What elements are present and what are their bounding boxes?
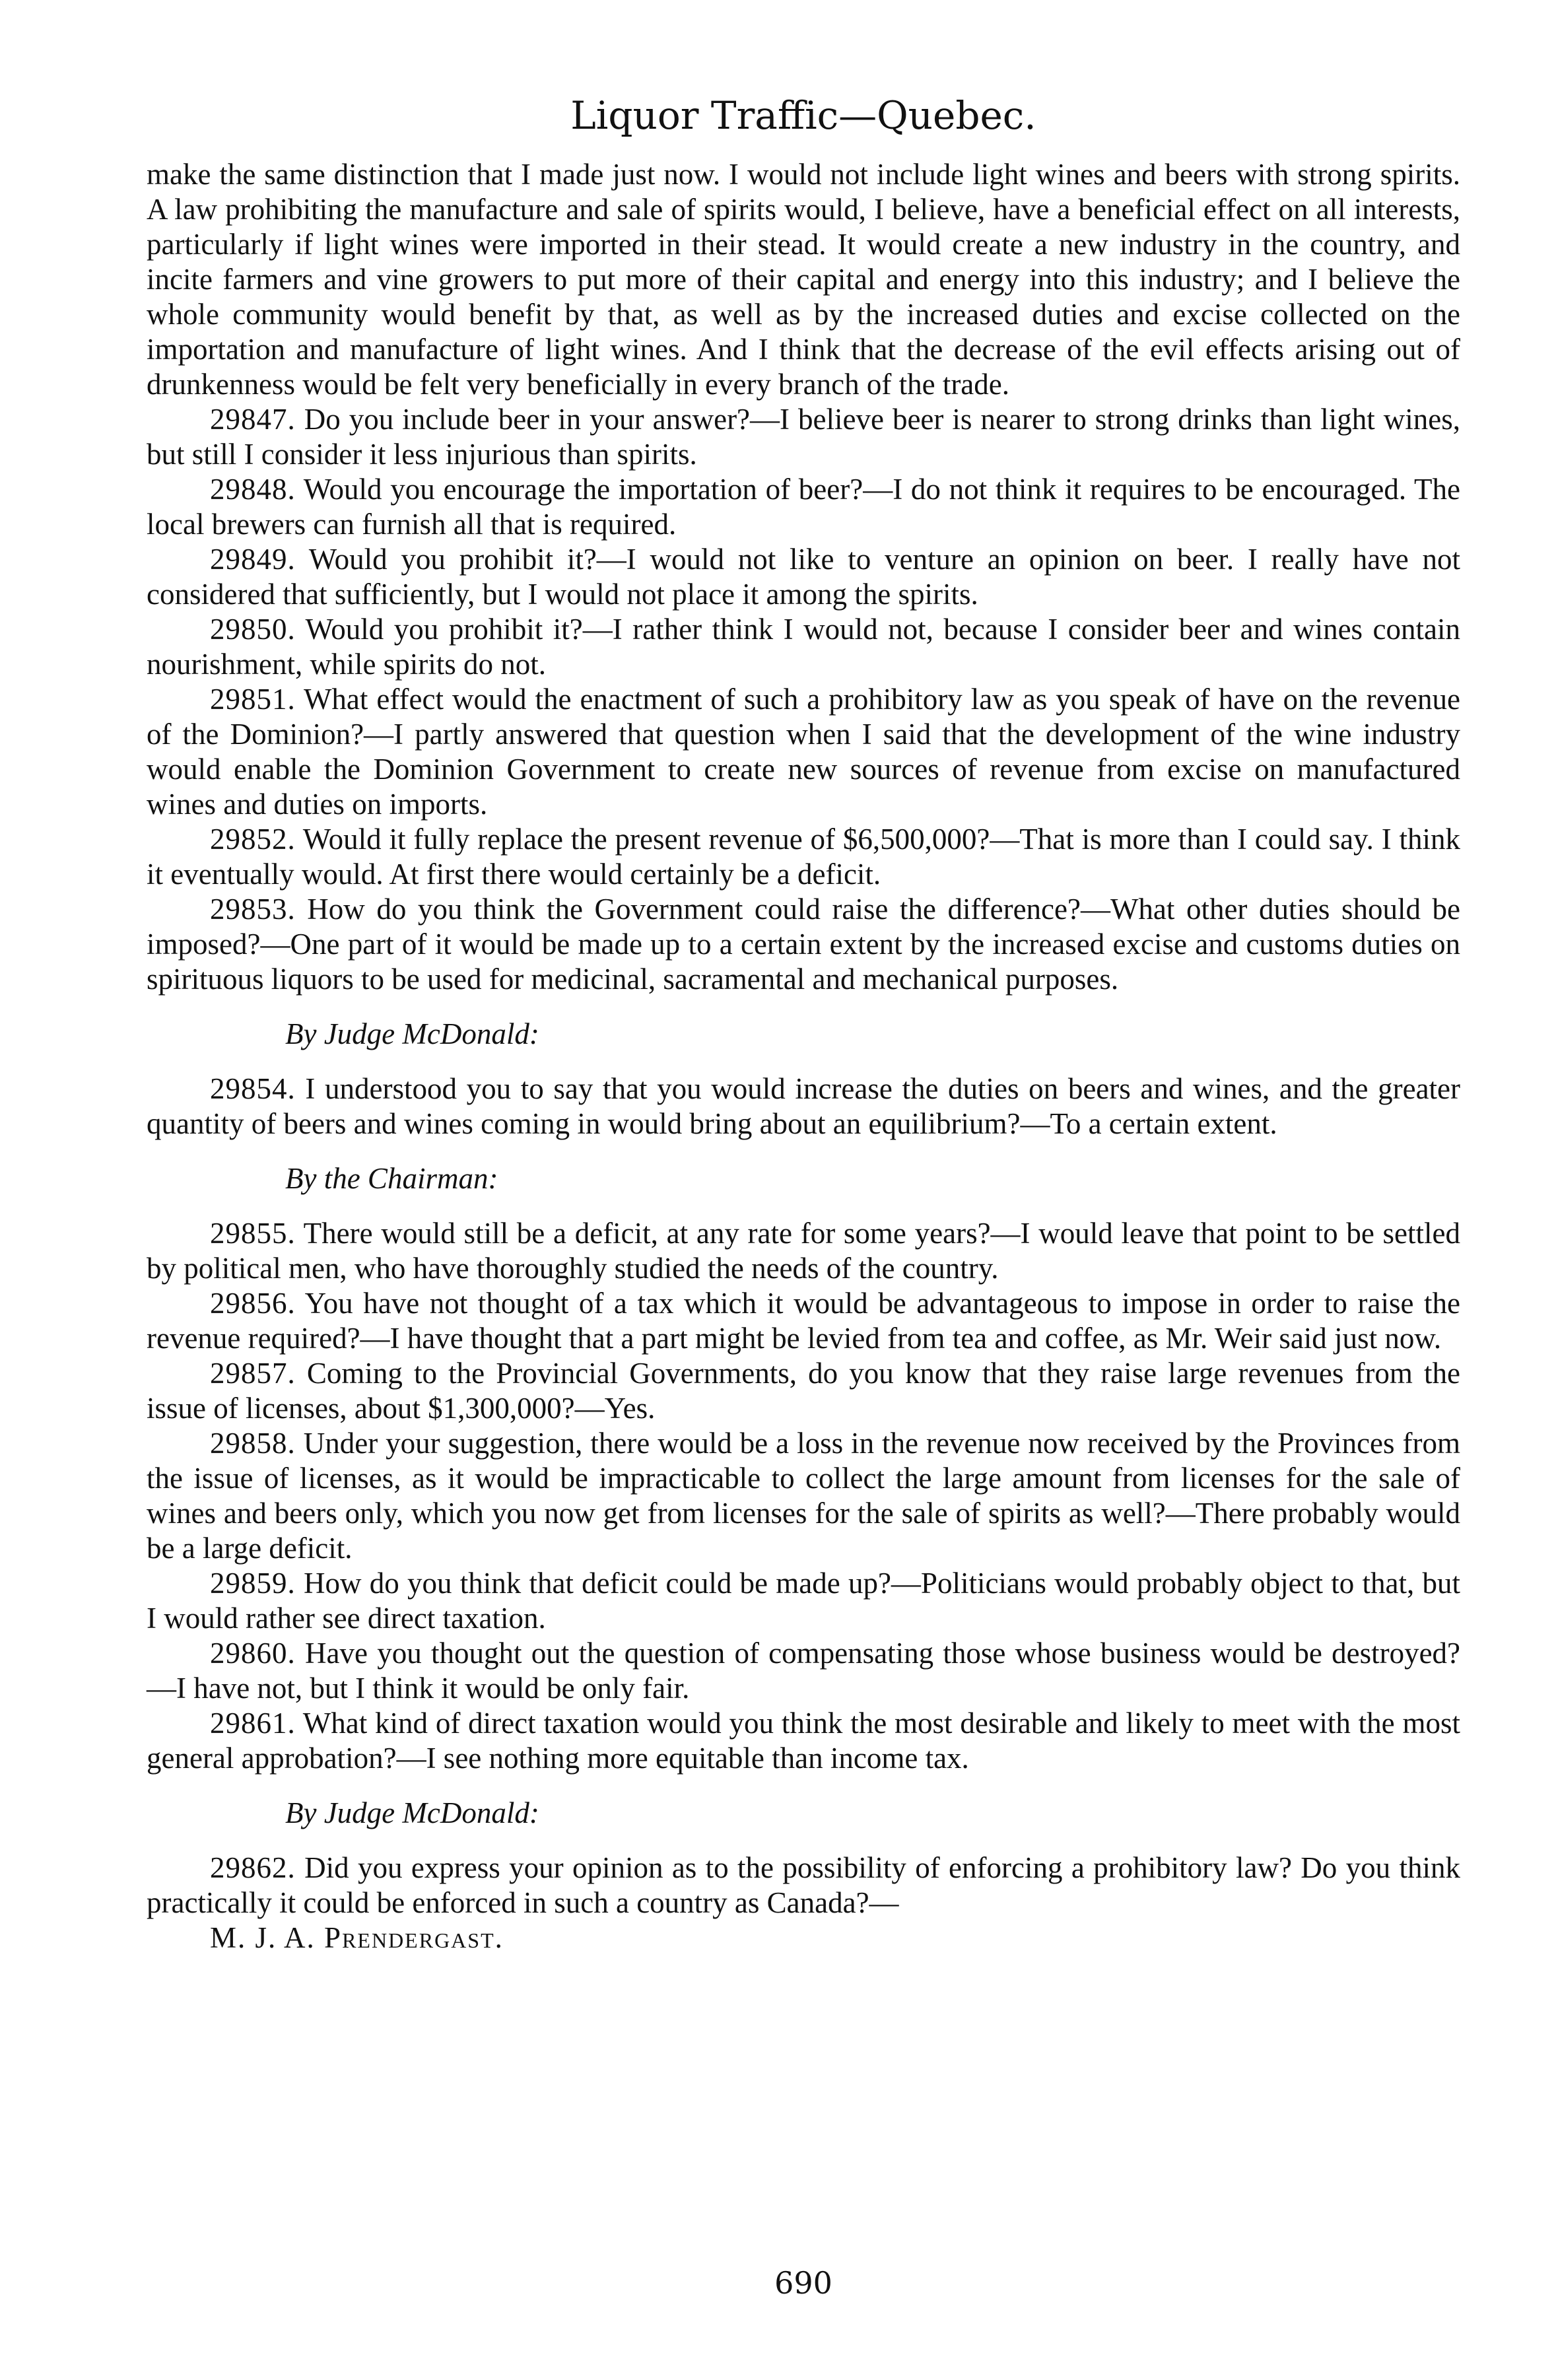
running-head: Liquor Traffic—Quebec. <box>570 93 1036 138</box>
question-number: 29857. <box>210 1357 296 1390</box>
qa-paragraph-29851 <box>147 682 1460 822</box>
qa-paragraph-29861 <box>147 1706 1460 1776</box>
qa-text: I understood you to say that you would increase the duties on beers and wines, and the greater quantity of beers and wines coming in would bring about an equilibrium?—To a certain extent. <box>147 1072 1460 1140</box>
qa-paragraph-29847 <box>147 402 1460 472</box>
qa-text: Would you encourage the importation of beer?—I do not think it requires to be encouraged. The local brewers can furnish all that is required. <box>147 473 1460 541</box>
qa-paragraph-29859 <box>147 1566 1460 1636</box>
qa-paragraph-29857 <box>147 1356 1460 1426</box>
qa-paragraph-29856 <box>147 1286 1460 1356</box>
qa-text: There would still be a deficit, at any rate for some years?—I would leave that point to be settled by political men, who have thoroughly studied the needs of the country. <box>147 1217 1460 1285</box>
question-number: 29851. <box>210 683 296 716</box>
testimony-body <box>147 157 1460 1955</box>
witness-signature: M. J. A. Prendergast. <box>210 1921 504 1954</box>
qa-text: Would you prohibit it?—I would not like to venture an opinion on beer. I really have not considered that sufficiently, but I would not place it among the spirits. <box>147 543 1461 611</box>
qa-text: How do you think that deficit could be made up?—Politicians would probably object to that, but I would rather see direct taxation. <box>147 1567 1461 1635</box>
qa-paragraph-29854 <box>147 1071 1460 1141</box>
examiner-heading: By Judge McDonald: <box>285 1796 539 1829</box>
qa-paragraph-29849 <box>147 542 1460 612</box>
qa-paragraph-29858 <box>147 1426 1460 1566</box>
question-number: 29850. <box>210 613 296 646</box>
question-number: 29849. <box>210 543 296 576</box>
qa-text: You have not thought of a tax which it would be advantageous to impose in order to raise the revenue required?—I have thought that a part might be levied from tea and coffee, as Mr. Weir said just now. <box>147 1287 1460 1355</box>
qa-paragraph-29860 <box>147 1636 1460 1706</box>
examiner-heading: By the Chairman: <box>285 1162 498 1195</box>
qa-paragraph-29855 <box>147 1216 1460 1286</box>
question-number: 29852. <box>210 823 296 856</box>
question-number: 29860. <box>210 1637 296 1670</box>
qa-paragraph-29852 <box>147 822 1460 892</box>
qa-text: Would you prohibit it?—I rather think I would not, because I consider beer and wines contain nourishment, while spirits do not. <box>147 613 1461 681</box>
intro-paragraph: make the same distinction that I made just now. I would not include light wines and beers with strong spirits. A law prohibiting the manufacture and sale of spirits would, I believe, have a beneficial effect on all interests, particularly if light wines were imported in their stead. It would create a new industry in the country, and incite farmers and vine growers to put more of their capital and energy into this industry; and I believe the whole community would benefit by that, as well as by the increased duties and excise collected on the importation and manufacture of light wines. And I think that the decrease of the evil effects arising out of drunkenness would be felt very beneficially in every branch of the trade. <box>147 158 1460 401</box>
page-number: 690 <box>774 2265 832 2301</box>
question-number: 29854. <box>210 1072 296 1105</box>
question-number: 29848. <box>210 473 296 506</box>
question-number: 29859. <box>210 1567 296 1600</box>
qa-paragraph-29848 <box>147 472 1460 542</box>
question-number: 29862. <box>210 1851 296 1884</box>
question-number: 29853. <box>210 893 296 926</box>
qa-text: What effect would the enactment of such a prohibitory law as you speak of have on the revenue of the Dominion?—I partly answered that question when I said that the development of the wine industry would enable the Dominion Government to create new sources of revenue from excise on manufactured wines and duties on imports. <box>147 683 1460 821</box>
qa-text: How do you think the Government could raise the difference?—What other duties should be imposed?—One part of it would be made up to a certain extent by the increased excise and customs duties on spirituous liquors to be used for medicinal, sacramental and mechanical purposes. <box>147 893 1460 996</box>
qa-text: Coming to the Provincial Governments, do you know that they raise large revenues from the issue of licenses, about $1,300,000?—Yes. <box>147 1357 1461 1425</box>
question-number: 29855. <box>210 1217 296 1250</box>
examiner-heading: By Judge McDonald: <box>285 1017 539 1050</box>
qa-text: Under your suggestion, there would be a loss in the revenue now received by the Provinces from the issue of licenses, as it would be impracticable to collect the large amount from licenses for the sale of wines and beers only, which you now get from licenses for the sale of spirits as well?—There probably would be a large deficit. <box>147 1427 1460 1565</box>
qa-text: Did you express your opinion as to the possibility of enforcing a prohibitory law? Do you think practically it could be enforced in such a country as Canada?— <box>147 1851 1460 1919</box>
qa-text: What kind of direct taxation would you think the most desirable and likely to meet with the most general approbation?—I see nothing more equitable than income tax. <box>147 1707 1460 1775</box>
document-page <box>147 86 1460 2357</box>
qa-text: Would it fully replace the present revenue of $6,500,000?—That is more than I could say. I think it eventually would. At first there would certainly be a deficit. <box>147 823 1461 891</box>
qa-paragraph-29850 <box>147 612 1460 682</box>
question-number: 29861. <box>210 1707 296 1740</box>
qa-text: Have you thought out the question of compensating those whose business would be destroyed?—I have not, but I think it would be only fair. <box>147 1637 1461 1705</box>
qa-text: Do you include beer in your answer?—I believe beer is nearer to strong drinks than light wines, but still I consider it less injurious than spirits. <box>147 403 1460 471</box>
qa-paragraph-29853 <box>147 892 1460 997</box>
question-number: 29858. <box>210 1427 296 1460</box>
qa-paragraph-29862 <box>147 1851 1460 1921</box>
question-number: 29847. <box>210 403 296 436</box>
question-number: 29856. <box>210 1287 296 1320</box>
